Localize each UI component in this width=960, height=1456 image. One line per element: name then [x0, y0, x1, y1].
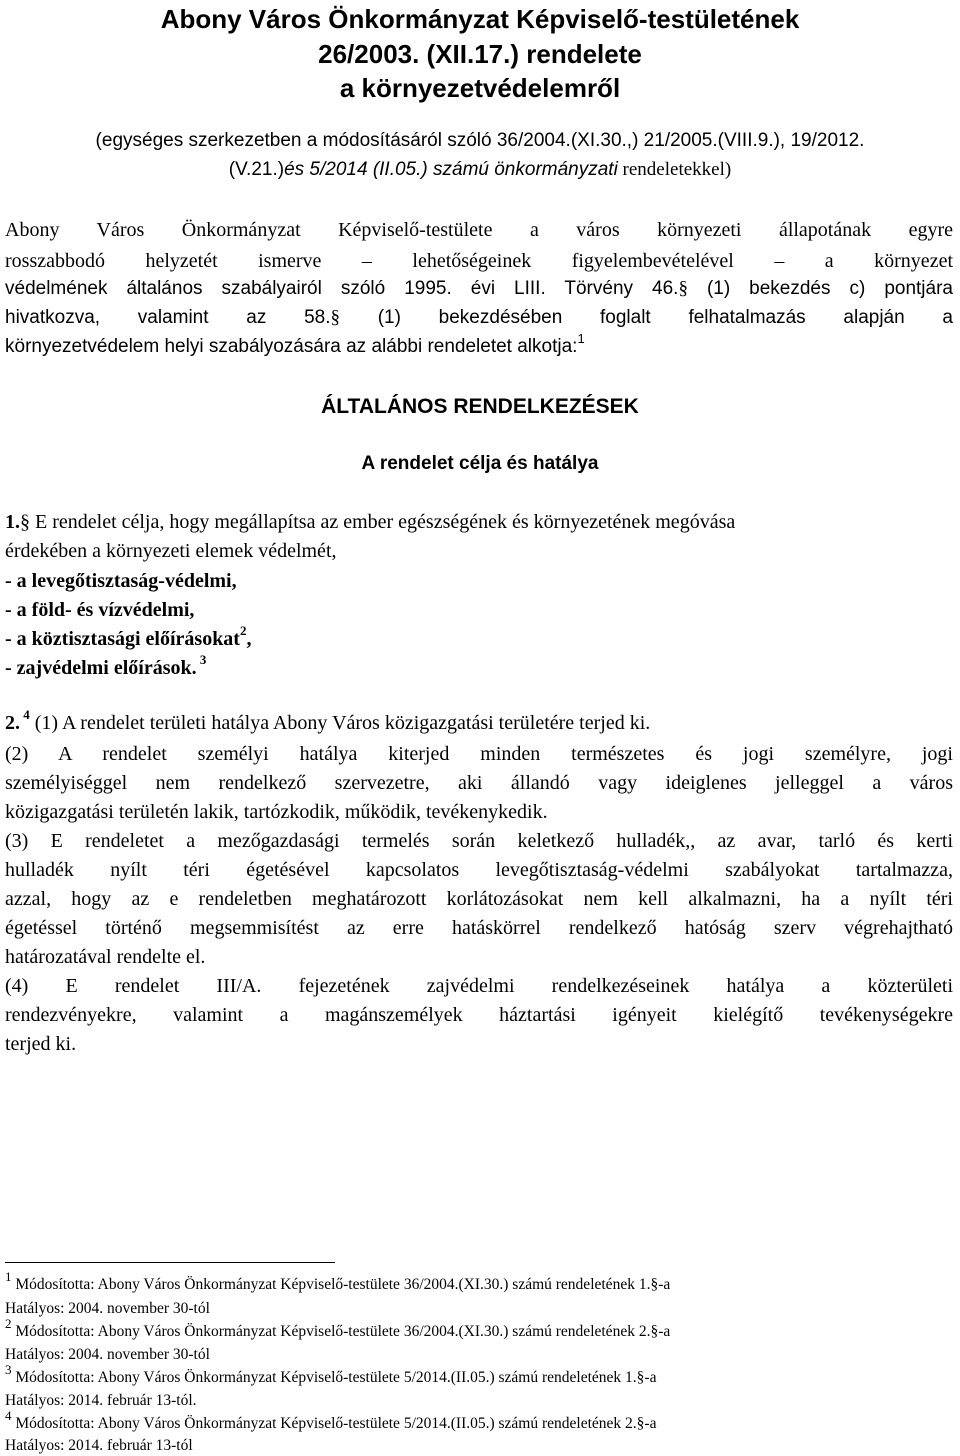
section-symbol: § [636, 1415, 645, 1432]
footnote-ref-4: 4 [20, 707, 30, 723]
preamble-line5-text: környezetvédelem helyi szabályozására az alábbi rendeletet alkotja: [5, 336, 578, 357]
footnote-number: 4 [5, 1407, 12, 1423]
article1-line1-text: E rendelet célja, hogy megállapítsa az ember egészségének és környezetének megóvása [30, 511, 736, 533]
article1-item1: - a levegőtisztaság-védelmi, [5, 570, 237, 592]
footnote-1 [5, 1268, 671, 1294]
article2-number: 2. [5, 712, 20, 734]
preamble-line3-b: (1) bekezdés c) pontjára [687, 278, 953, 299]
article2-p2-line2: személyiséggel nem rendelkező szervezetre, aki állandó vagy ideiglenes jelleggel a város [5, 772, 953, 794]
preamble-line4-b: (1) bekezdésében foglalt felhatalmazás alapján a [339, 307, 953, 328]
article2-p3-line2: hulladék nyílt téri égetésével kapcsolatos levegőtisztaság-védelmi szabályokat tartalmazza, [5, 859, 953, 881]
footnote-4 [5, 1407, 657, 1433]
footnote-3 [5, 1361, 657, 1387]
footnote-1-effective: Hatályos: 2004. november 30-tól [5, 1300, 210, 1317]
footnote-separator [5, 1262, 335, 1263]
article1-item2: - a föld- és vízvédelmi, [5, 599, 195, 621]
preamble-line4-a: hivatkozva, valamint az 58. [5, 307, 331, 328]
footnote-text-end: -a [658, 1323, 671, 1340]
article2-p3-line1: (3) E rendeletet a mezőgazdasági termelés során keletkező hulladék,, az avar, tarló és kerti [5, 830, 953, 852]
doc-subtitle-line1: (egységes szerkezetben a módosításáról szóló 36/2004.(XI.30.,) 21/2005.(VIII.9.), 19/2012. [95, 130, 865, 151]
article1-line2: érdekében a környezeti elemek védelmét, [5, 540, 337, 562]
article1-item4-text: - zajvédelmi előírások. [5, 657, 197, 679]
footnote-number: 2 [5, 1315, 12, 1331]
article2-p1 [5, 707, 651, 735]
article1-item3-text: - a köztisztasági előírásokat [5, 628, 240, 650]
doc-title-line2: 26/2003. (XII.17.) rendelete [318, 39, 642, 69]
article1-number: 1. [5, 511, 20, 533]
section-symbol: § [20, 511, 30, 533]
section-symbol: § [330, 307, 340, 328]
article1-item4 [5, 652, 207, 680]
article1-item3-end: , [246, 628, 252, 650]
footnote-2 [5, 1315, 671, 1341]
footnote-ref-1: 1 [577, 330, 585, 346]
preamble-line3-a: védelmének általános szabályairól szóló 1995. évi LIII. Törvény 46. [5, 278, 679, 299]
doc-subtitle-line2 [0, 159, 960, 181]
footnote-ref-3: 3 [196, 652, 207, 668]
footnote-2-effective: Hatályos: 2004. november 30-tól [5, 1346, 210, 1363]
doc-title-line1: Abony Város Önkormányzat Képviselő-testületének [160, 4, 800, 34]
footnote-text: Módosította: Abony Város Önkormányzat Képviselő-testülete 36/2004.(XI.30.) számú rendeletének 2. [11, 1323, 651, 1340]
article2-p3-line3: azzal, hogy az e rendeletben meghatározott korlátozásokat nem kell alkalmazni, ha a nyílt téri [5, 888, 953, 910]
preamble-line5 [5, 330, 585, 358]
subtitle-part-a: (V.21.) [228, 159, 285, 180]
preamble-line1: Abony Város Önkormányzat Képviselő-testülete a város környezeti állapotának egyre [5, 219, 953, 241]
article1-line1 [5, 511, 735, 534]
footnote-3-effective: Hatályos: 2014. február 13-tól. [5, 1392, 197, 1409]
article2-p4-line2: rendezvényekre, valamint a magánszemélyek háztartási igényeit kielégítő tevékenységekre [5, 1004, 953, 1026]
general-provisions-heading: ÁLTALÁNOS RENDELKEZÉSEK [321, 395, 639, 418]
section-symbol: § [650, 1323, 659, 1340]
article2-p4-line1: (4) E rendelet III/A. fejezetének zajvédelmi rendelkezéseinek hatálya a közterületi [5, 975, 953, 997]
footnote-ref-2: 2 [239, 623, 247, 639]
preamble-line2: rosszabbodó helyzetét ismerve – lehetőségeinek figyelembevételével – a környezet [5, 250, 953, 272]
article2-p3-line4: égetéssel történő megsemmisítést az erre hatáskörrel rendelkező hatóság szerv végrehajtható [5, 917, 953, 939]
footnote-text-end: -a [644, 1369, 657, 1386]
preamble-line4 [5, 307, 953, 329]
footnote-text-end: -a [644, 1415, 657, 1432]
footnote-number: 1 [5, 1268, 12, 1284]
subtitle-part-b: és 5/2014 (II.05.) számú önkormányzati [284, 159, 618, 180]
section-symbol: § [650, 1276, 659, 1293]
doc-title-line3: a környezetvédelemről [339, 73, 621, 103]
footnote-text: Módosította: Abony Város Önkormányzat Képviselő-testülete 5/2014.(II.05.) számú rendeletének 2. [11, 1415, 637, 1432]
article2-p3-line5: határozatával rendelte el. [5, 946, 206, 968]
footnote-number: 3 [5, 1361, 12, 1377]
footnote-text-end: -a [658, 1276, 671, 1293]
article2-p1-text: (1) A rendelet területi hatálya Abony Város közigazgatási területére terjed ki. [29, 712, 651, 734]
article2-p2-line1: (2) A rendelet személyi hatálya kiterjed minden természetes és jogi személyre, jogi [5, 743, 953, 765]
footnote-text: Módosította: Abony Város Önkormányzat Képviselő-testülete 36/2004.(XI.30.) számú rendeletének 1. [11, 1276, 651, 1293]
purpose-scope-heading: A rendelet célja és hatálya [361, 453, 599, 474]
subtitle-part-c: rendeletekkel) [617, 159, 732, 180]
article2-p4-line3: terjed ki. [5, 1033, 77, 1055]
section-symbol: § [678, 278, 688, 299]
article2-p2-line3: közigazgatási területén lakik, tartózkodik, működik, tevékenykedik. [5, 801, 548, 823]
footnote-4-effective: Hatályos: 2014. február 13-tól [5, 1437, 193, 1454]
section-symbol: § [636, 1369, 645, 1386]
preamble-line3 [5, 278, 953, 300]
article1-item3 [5, 623, 252, 651]
footnote-text: Módosította: Abony Város Önkormányzat Képviselő-testülete 5/2014.(II.05.) számú rendeletének 1. [11, 1369, 637, 1386]
